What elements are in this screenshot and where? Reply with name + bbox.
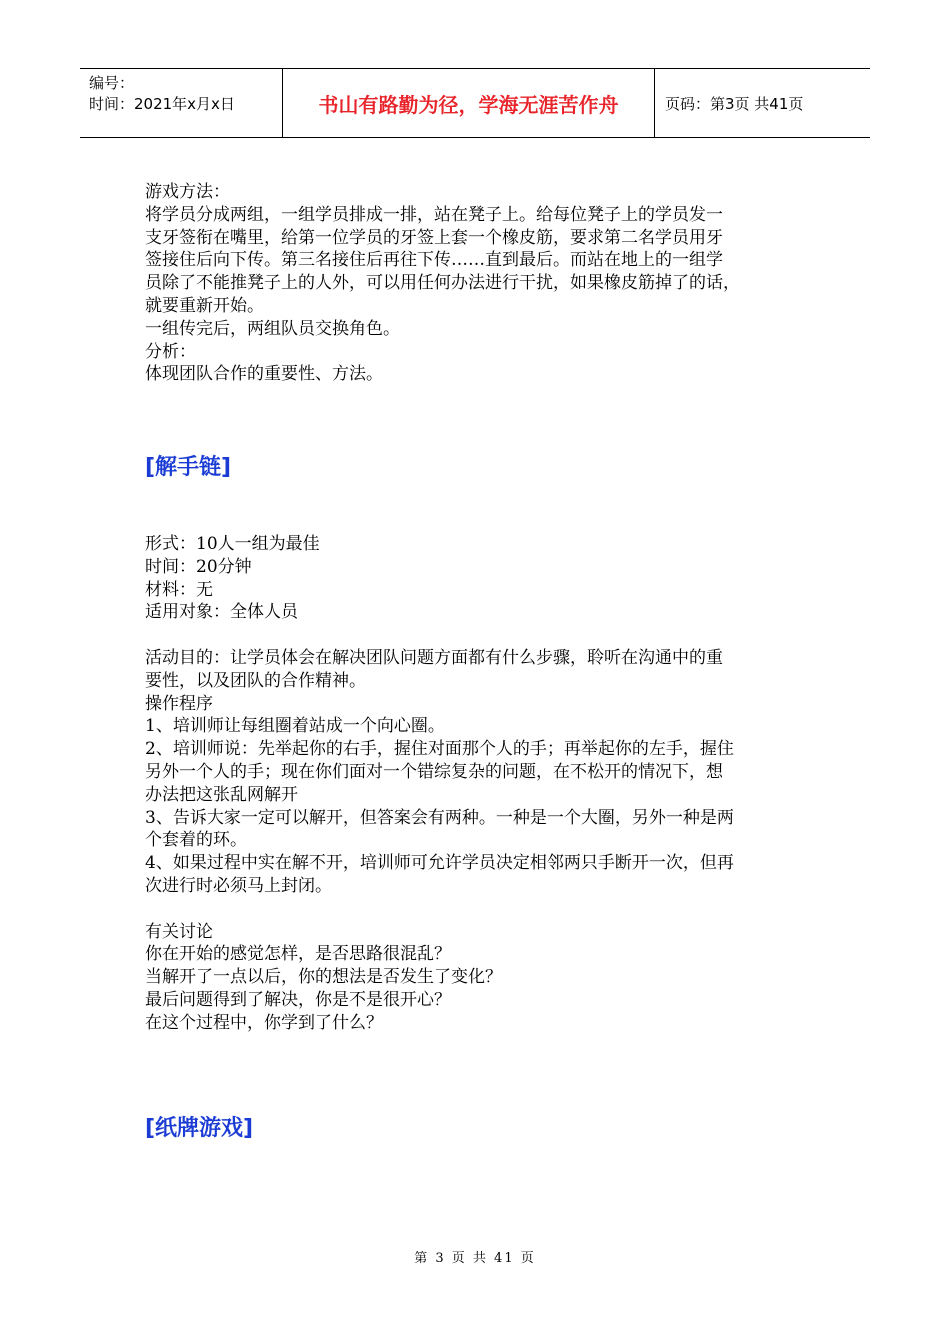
text-line: 当解开了一点以后，你的想法是否发生了变化？ xyxy=(145,967,502,988)
text-line: 签接住后向下传。第三名接住后再往下传……直到最后。而站在地上的一组学 xyxy=(145,250,723,271)
text-line: 有关讨论 xyxy=(145,921,213,942)
text-line: 时间：20分钟 xyxy=(145,556,252,577)
text-line: 员除了不能推凳子上的人外，可以用任何办法进行干扰，如果橡皮筋掉了的话， xyxy=(145,273,740,294)
text-line: 个套着的环。 xyxy=(145,830,247,851)
untangle-info-block xyxy=(145,533,835,1035)
header-motto: 书山有路勤为径，学海无涯苦作舟 xyxy=(283,69,655,137)
header-time: 时间：2021年x月x日 xyxy=(89,95,235,113)
text-line: 活动目的：让学员体会在解决团队问题方面都有什么步骤，聆听在沟通中的重 xyxy=(145,647,723,668)
text-line: 在这个过程中，你学到了什么？ xyxy=(145,1012,383,1033)
text-line: 操作程序 xyxy=(145,693,213,714)
text-line: 4、如果过程中实在解不开，培训师可允许学员决定相邻两只手断开一次，但再 xyxy=(145,853,734,874)
text-line: 体现团队合作的重要性、方法。 xyxy=(145,364,383,385)
text-line: 适用对象：全体人员 xyxy=(145,602,298,623)
text-line: 1、培训师让每组圈着站成一个向心圈。 xyxy=(145,716,445,737)
section-heading-untangle: [解手链] xyxy=(145,455,232,480)
text-line: 就要重新开始。 xyxy=(145,295,264,316)
section-heading-card-game: [纸牌游戏] xyxy=(145,1116,254,1141)
header-number-label: 编号： xyxy=(89,74,135,92)
game-method-block xyxy=(145,181,835,386)
header-page-code: 页码：第3页 共41页 xyxy=(665,94,804,113)
text-line: 另外一个人的手；现在你们面对一个错综复杂的问题，在不松开的情况下，想 xyxy=(145,761,723,782)
text-line: 游戏方法： xyxy=(145,182,230,202)
text-line: 3、告诉大家一定可以解开，但答案会有两种。一种是一个大圈，另外一种是两 xyxy=(145,807,734,828)
text-line: 次进行时必须马上封闭。 xyxy=(145,875,332,896)
text-line: 2、培训师说：先举起你的右手，握住对面那个人的手；再举起你的左手，握住 xyxy=(145,739,734,760)
page-footer: 第 3 页 共 41 页 xyxy=(414,1251,536,1266)
text-line: 要性，以及团队的合作精神。 xyxy=(145,670,366,691)
text-line: 一组传完后，两组队员交换角色。 xyxy=(145,318,400,339)
text-line: 最后问题得到了解决，你是不是很开心？ xyxy=(145,989,451,1010)
text-line: 支牙签衔在嘴里，给第一位学员的牙签上套一个橡皮筋，要求第二名学员用牙 xyxy=(145,227,723,248)
text-line: 分析： xyxy=(145,341,196,362)
page-header xyxy=(80,68,870,138)
text-line: 将学员分成两组，一组学员排成一排，站在凳子上。给每位凳子上的学员发一 xyxy=(145,204,723,225)
header-meta xyxy=(80,69,283,137)
text-line: 材料：无 xyxy=(145,579,213,600)
text-line: 办法把这张乱网解开 xyxy=(145,784,298,805)
text-line: 你在开始的感觉怎样，是否思路很混乱？ xyxy=(145,944,451,965)
text-line: 形式：10人一组为最佳 xyxy=(145,534,320,554)
